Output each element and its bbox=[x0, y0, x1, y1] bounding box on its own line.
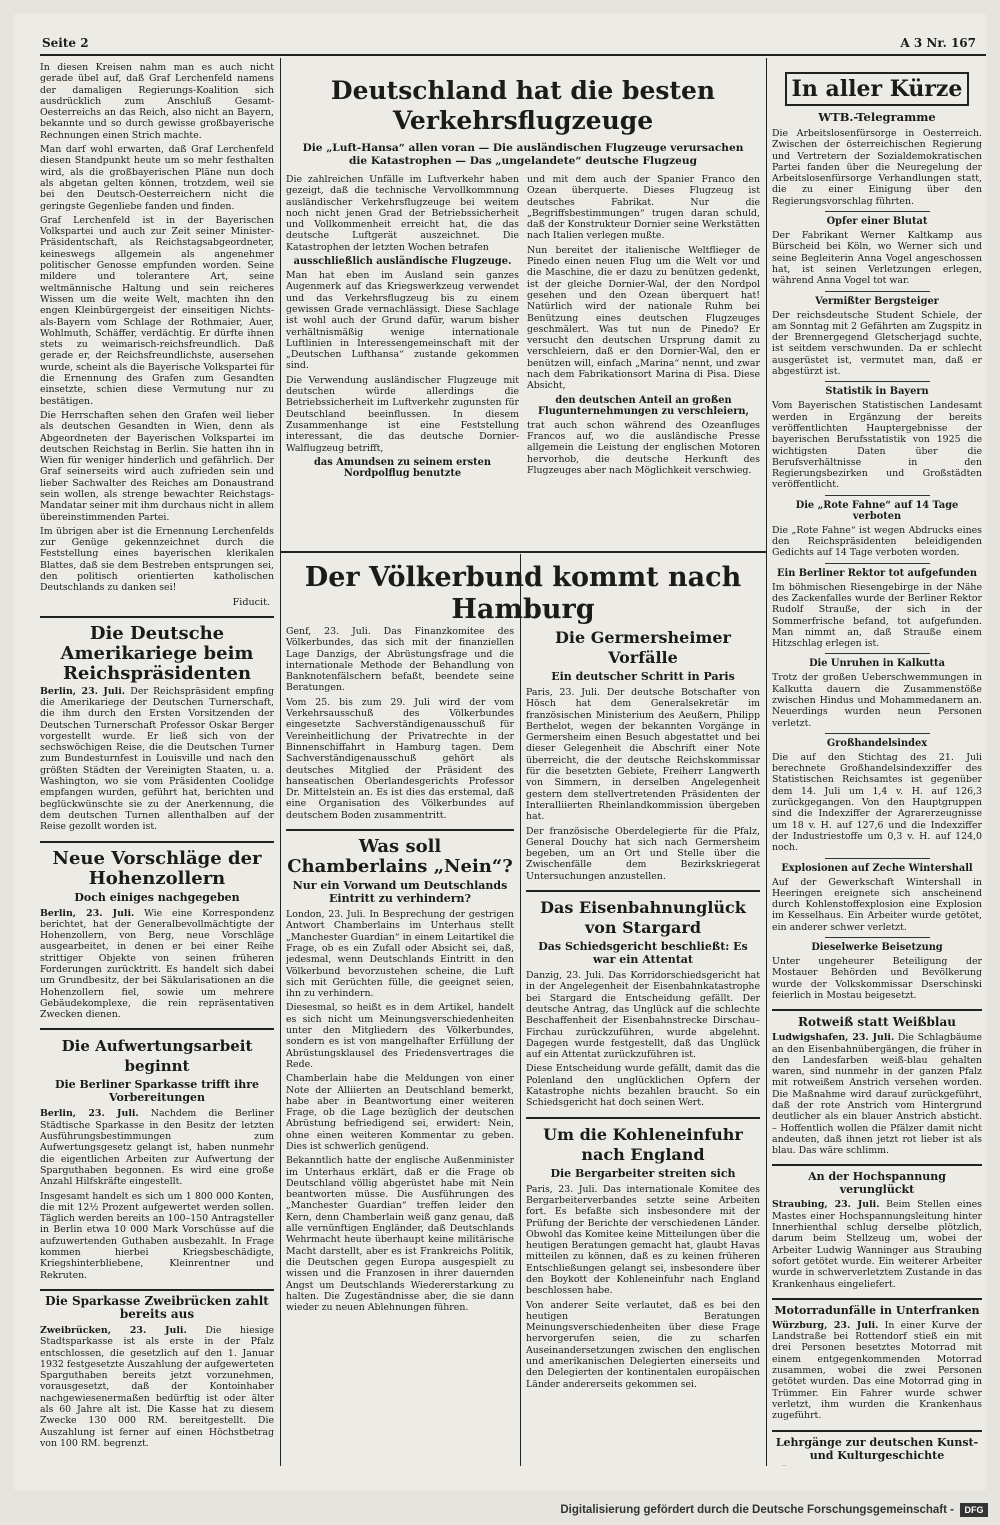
top-subheadline: Die „Luft-Hansa“ allen voran — Die ausländischen Flugzeuge verursachen die Katastrophen — Das „ungelandete“ deutsche Flugzeug bbox=[302, 142, 744, 167]
column-rule bbox=[766, 58, 767, 1466]
news-item-title: Vermißter Bergsteiger bbox=[815, 295, 939, 307]
divider bbox=[526, 890, 760, 892]
section-rule bbox=[280, 551, 766, 553]
news-item-text: Der Fabrikant Werner Kaltkamp aus Bürscheid bei Köln, wo Werner sich und seine Begleiterin Anna Vogel angeschossen hat, ist seinen Verletzungen erlegen, während Anna Vogel tot war. bbox=[772, 230, 982, 287]
dateline: Ludwigshafen, 23. Juli. bbox=[772, 1032, 895, 1044]
headline: Die Germersheimer Vorfälle bbox=[555, 628, 731, 667]
divider bbox=[825, 937, 930, 938]
in-aller-kuerze-box: In aller Kürze bbox=[785, 72, 969, 106]
header-rule bbox=[40, 54, 986, 56]
divider bbox=[825, 858, 930, 859]
news-item bbox=[772, 216, 982, 286]
news-item bbox=[772, 863, 982, 933]
top-article-left bbox=[286, 174, 519, 482]
divider bbox=[40, 841, 274, 843]
dfg-logo: DFG bbox=[960, 1503, 988, 1517]
headline: An der Hochspannung verunglückt bbox=[808, 1170, 946, 1197]
article-text: Die Verwendung ausländischer Flugzeuge mit deutschen würde allerdings die Betriebssicherheit im Luftverkehr zugunsten für Deutschland beeinflussen. In diesem Zusammenhange ist eine Feststellung interessant, die das deutsche Dornier-Walflugzeug betrifft, bbox=[286, 374, 519, 454]
article-text: Diese Entscheidung wurde gefällt, damit das die Polenland den unglücklichen Opfern der Katastrophe nichts bezahlen braucht. So ein Schiedsgericht hat doch seinen Wert. bbox=[526, 1063, 760, 1109]
article-text: Beim Stellen eines Mastes einer Hochspannungsleitung hinter Innerhienthal schlug derselbe plötzlich, darum beim Stellzeug um, wobei der Arbeiter Ludwig Wanninger aus Straubing sofort getötet wurde. Ein weiterer Arbeiter wurde in schwerverletztem Zustande in das Krankenhaus eingeliefert. bbox=[772, 1199, 982, 1290]
headline: Motorradunfälle in Unterfranken bbox=[774, 1303, 980, 1317]
digitization-footer bbox=[0, 1497, 1000, 1525]
article-text: Diesesmal, so heißt es in dem Artikel, handelt es sich nicht um Meinungsverschiedenheiten unter den Mitgliedern des Völkerbundes, sondern es ist von mangelhafter Erfüllung der Abrüstungsklausel des Friedensvertrages die Rede. bbox=[286, 1002, 514, 1070]
news-item bbox=[772, 296, 982, 378]
headline: Lehrgänge zur deutschen Kunst- und Kulturgeschichte bbox=[775, 1435, 979, 1462]
article-body bbox=[772, 1320, 982, 1422]
subheadline: Ein deutscher Schritt in Paris bbox=[551, 670, 735, 683]
divider bbox=[40, 1028, 274, 1030]
subheadline: Das Schiedsgericht beschließt: Es war ein Attentat bbox=[538, 940, 748, 967]
league-headline-block bbox=[286, 556, 760, 626]
article-text: Danzig, 23. Juli. Das Korridorschiedsgericht hat in der Angelegenheit der Eisenbahnkatastrophe bei Stargard die Entscheidung gefällt. Der deutsche Antrag, das Unglück auf die schlechte Beschaffenheit der Eisenbahnstrecke Dirschau–Firchau zurückzuführen, wurde abgelehnt. Dagegen wurde festgestellt, daß das Unglück auf ein Attentat zurückzuführen ist. bbox=[526, 970, 760, 1061]
news-item-text: Die „Rote Fahne“ ist wegen Abdrucks eines den Reichspräsidenten beleidigenden Gedichts auf 14 Tage verboten worden. bbox=[772, 524, 982, 559]
dateline: Berlin, 23. Juli. bbox=[40, 1108, 139, 1120]
wtb-heading: WTB.-Telegramme bbox=[818, 110, 936, 124]
article-text: Bekanntlich hatte der englische Außenminister im Unterhaus erklärt, daß er die Frage ob Deutschland völlig abgerüstet habe mit Nein beantworten müsse. Die Ausführungen des „Manchester Guardian“ treffen leider den Kern, denn Chamberlain weiß ganz genau, daß alle vernünftigen Engländer, daß Deutschlands Wehrmacht heute überhaupt keine militärische Macht darstellt, aber es ist Frankreichs Politik, die Deutschen gegen Europa ausgespielt zu wissen und die Franzosen in ihrer dauernden Angst um Deutschlands Wiedererstarkung zu halten. Die Zugeständnisse aber, die sie dann wieder zu neuen Ablehnungen führen. bbox=[286, 1155, 514, 1314]
intro-paragraph: Im übrigen aber ist die Ernennung Lerchenfelds zur Genüge gekennzeichnet durch die Feststellung eines bayerischen klerikalen Blattes, daß sie dem Bestreben entsprungen sei, den politisch orientierten katholischen Deutschlands zu danken sei! bbox=[40, 525, 274, 594]
dateline: Zweibrücken, 23. Juli. bbox=[40, 1324, 187, 1336]
divider bbox=[772, 1430, 982, 1432]
column-left bbox=[40, 62, 274, 1466]
emphasis-line: ausschließlich ausländische Flugzeuge. bbox=[293, 256, 512, 268]
subheadline: Die Bergarbeiter streiten sich bbox=[550, 1166, 736, 1180]
article-text: Vom 25. bis zum 29. Juli wird der vom Verkehrsausschuß des Völkerbundes eingesetzte Sachverständigenausschuß für Vereinheitlichung der Privatrechte in der Binnenschiffahrt in Hamburg tagen. Dem Sachverständigenausschuß gehört als deutsches Mitglied der Präsident des hanseatischen Oberlandesgerichts Professor Dr. Mittelstein an. Es ist dies das erstemal, daß eine Organisation des Völkerbundes auf deutschem Boden zusammentritt. bbox=[286, 696, 514, 821]
top-article bbox=[286, 62, 760, 548]
main-headline: Der Völkerbund kommt nach Hamburg bbox=[304, 562, 742, 625]
article-text: Nun bereitet der italienische Weltflieger de Pinedo einen neuen Flug um die Welt vor und die Maschine, die er dazu zu benützen gedenkt, ist der gleiche Dornier-Wal, der den Nordpol gesehen und den Ozean überquert hat! Natürlich wird der nationale Ruhm bei Benützung eines deutschen Flugzeuges geschmälert. Was tut nun de Pinedo? Er versucht den deutschen Ursprung damit zu verschleiern, daß er den Dornier-Wal, den er benützen will, einfach „Marina“ nennt, und zwar nach dem Fabrikationsort Marina di Pisa. Diese Absicht, bbox=[527, 244, 760, 392]
headline: Was soll Chamberlains „Nein“? bbox=[287, 836, 513, 878]
news-item bbox=[772, 500, 982, 559]
article-text: Der französische Oberdelegierte für die Pfalz, General Douchy hat sich nach Germersheim begeben, um an Ort und Stelle über die Zwischenfälle dem Bezirkskriegerat Untersuchungen anzustellen. bbox=[526, 825, 760, 882]
news-item-text: Im böhmischen Riesengebirge in der Nähe des Zackenfalles wurde der Berliner Rektor Rudolf Strauße, der sich in der Sommerfrische befand, tot aufgefunden. Man nimmt an, daß Strauße einem Hitzschlag erlegen ist. bbox=[772, 581, 982, 650]
news-item-text: Die auf den Stichtag des 21. Juli berechnete Großhandelsindexziffer des Statistischen Reichsamtes ist gegenüber dem 14. Juli um 1,4 v. H. auf 126,3 zurückgegangen. Von den Hauptgruppen sind die Indexziffer der Agrarerzeugnisse um 18 v. H. auf 127,6 und die Indexziffer der Industriestoffe um 0,3 v. H. auf 124,0 noch. bbox=[772, 751, 982, 854]
headline: Das Eisenbahnunglück von Stargard bbox=[540, 898, 746, 938]
news-item-title: Großhandelsindex bbox=[826, 737, 928, 749]
news-item bbox=[772, 568, 982, 650]
news-item-text: Unter ungeheurer Beteiligung der Mostauer Behörden und Bevölkerung wurde der Volkskommissar Dserschinski feierlich in Mostau beigesetzt. bbox=[772, 956, 982, 1001]
intro-paragraph: In diesen Kreisen nahm man es auch nicht gerade übel auf, daß Graf Lerchenfeld namens der damaligen Regierungs-Koalition sich ausdrücklich zum Anschluß Gesamt-Oesterreichs an das Reich, also nicht an Bayern, bekannte und so durch gewisse großbayerische Rechnungen einen Strich machte. bbox=[40, 62, 274, 141]
news-item bbox=[772, 128, 982, 207]
article-body bbox=[772, 1199, 982, 1289]
article-text: Paris, 23. Juli. Der deutsche Botschafter von Hösch hat dem Generalsekretär im französischen Ministerium des Aeußern, Philipp Berthelot, wegen der bekannten Vorgänge in Germersheim einen Besuch abgestattet und bei dieser Gelegenheit die Abschrift einer Note überreicht, die der deutsche Reichskommissar für die besetzten Gebiete, Freiherr Langwerth von Simmern, in derselben Angelegenheit gestern dem stellvertretenden Präsidenten der Interalliierten Rheinlandkommission übergeben hat. bbox=[526, 687, 760, 823]
divider bbox=[40, 616, 274, 618]
article-text: Man hat eben im Ausland sein ganzes Augenmerk auf das Kriegswerkzeug verwendet und das Verkehrsflugzeug bis zu einem gewissen Grade vernachlässigt. Diese Sachlage ist wohl auch der Grund dafür, warum bisher verhältnismäßig wenige internationale Luftlinien in Interessengemeinschaft mit der „Deutschen Lufthansa“ zustande gekommen sind. bbox=[286, 270, 519, 372]
top-article-right bbox=[527, 174, 760, 482]
article-text: Die hiesige Stadtsparkasse ist als erste in der Pfalz entschlossen, die gesetzlich auf den 1. Januar 1932 festgesetzte Auszahlung der aufgewerteten Sparguthaben bereits jetzt vorzunehmen, vorausgesetzt, daß der Kontoinhaber nachgewiesenermaßen bedürftig ist oder älter als 60 Jahre alt ist. Die Kasse hat zu diesem Zwecke 130 000 RM. bereitgestellt. Die Auszahlung ist ferner auf einen Höchstbetrag von 100 RM. begrenzt. bbox=[40, 1324, 274, 1449]
article-text: London, 23. Juli. In Besprechung der gestrigen Antwort Chamberlains im Unterhaus stellt „Manchester Guardian“ in einem Leitartikel die Frage, ob es ein Zufall oder Absicht sei, daß, jedesmal, wenn Deutschlands Eintritt in den Völkerbund bevorzustehen scheine, die Luft sich mit Gerüchten fülle, die geeignet seien, ihn zu verhindern. bbox=[286, 909, 514, 1000]
article-text: Der Reichspräsident empfing die Amerikariege der Deutschen Turnerschaft, die ihm durch den Ersten Vorsitzenden der Deutschen Turnerschaft Professor Oskar Berger vorgestellt wurde. Er ließ sich von der sechswöchigen Reise, die die Deutschen Turner zum Bundesturnfest in Louisville und nach den größten Städten der Vereinigten Staaten, u. a. Washington, wo sie vom Präsidenten Coolidge empfangen wurden, geführt hat, berichten und beglückwünschte sie zu der Anerkennung, die dem deutschen Turnen allenthalben auf der Reise gezollt worden ist. bbox=[40, 685, 274, 833]
dateline bbox=[772, 1465, 875, 1466]
subheadline: Die Berliner Sparkasse trifft ihre Vorbereitungen bbox=[54, 1078, 260, 1105]
article-text: Genf, 23. Juli. Das Finanzkomitee des Völkerbundes, das sich mit der finanziellen Lage Danzigs, der Abrüstungsfrage und die internationale Methode der Behandlung von Banknotenfälschern befaßt, beendete seine Beratungen. bbox=[286, 626, 514, 694]
article-text: und mit dem auch der Spanier Franco den Ozean überquerte. Dieses Flugzeug ist deutsches Fabrikat. Nur die „Begriffsbestimmungen“ trugen daran schuld, daß der Konstrukteur Dornier seine Werkstätten nach Italien verlegen mußte. bbox=[527, 174, 760, 242]
article-text: Nachdem die Berliner Städtische Sparkasse in den Besitz der letzten Ausführungsbestimmungen zum Aufwertungsgesetz gelangt ist, haben nunmehr die eigentlichen Arbeiten zur Aufwertung der Sparguthaben begonnen. Es wird eine große Anzahl Hilfskräfte eingestellt. bbox=[40, 1108, 274, 1188]
article-text: In einer Kurve der Landstraße bei Rottendorf stieß ein mit drei Personen besetztes Motorrad mit einem entgegenkommenden Motorrad zusammen, wobei die zwei Personen getötet wurden. Das eine Motorrad ging in Trümmer. Ein Fahrer wurde schwer verletzt, ihm wurden die Krankenhaus zugeführt. bbox=[772, 1319, 982, 1422]
article-body bbox=[40, 686, 274, 833]
article-text: Die Schlagbäume an den Eisenbahnübergängen, die früher in den Landesfarben weiß-blau gehalten waren, sind nunmehr in der ganzen Pfalz mit rotweißem Anstrich versehen worden. Die Maßnahme wird darauf zurückgeführt, daß der rote Anstrich vom Hintergrund deutlicher als ein blauer Anstrich absticht. – Hoffentlich wollen die Pfälzer damit nicht andeuten, daß ihnen jetzt rot lieber ist als blau. Das wäre schlimm. bbox=[772, 1032, 982, 1157]
news-item-text: Auf der Gewerkschaft Wintershall in Heeringen ereignete sich anscheinend durch Kohlenstoffexplosion eine Explosion im Kesselhaus. Ein Arbeiter wurde getötet, ein anderer schwer verletzt. bbox=[772, 876, 982, 933]
column-right bbox=[772, 62, 982, 1466]
divider bbox=[772, 1164, 982, 1166]
article-text: trat auch schon während des Ozeanfluges Francos auf, wo die ausländische Presse allgemein die Leistung der englischen Motoren hervorhob, die deutsche Herkunft des Flugzeuges aber nach Möglichkeit verschwieg. bbox=[527, 419, 760, 476]
intro-paragraph: Man darf wohl erwarten, daß Graf Lerchenfeld diesen Standpunkt heute um so mehr festhalten wird, als die großbayerischen Pläne nun doch als abgetan gelten können, trotzdem, weil sie bei den Deutsch-Oesterreichern nicht die geringste Gegenliebe fanden und finden. bbox=[40, 144, 274, 212]
article-body bbox=[40, 1325, 274, 1449]
news-item-title: Opfer einer Blutat bbox=[826, 216, 928, 228]
divider bbox=[825, 291, 930, 292]
funding-credit: Digitalisierung gefördert durch die Deutsche Forschungsgemeinschaft - bbox=[560, 1504, 954, 1516]
top-headline: Deutschland hat die besten Verkehrsflugzeuge bbox=[330, 76, 716, 135]
article-body bbox=[772, 1032, 982, 1156]
article-body bbox=[40, 1108, 274, 1187]
divider bbox=[825, 381, 930, 382]
headline: Die Aufwertungsarbeit beginnt bbox=[61, 1037, 253, 1076]
news-item bbox=[772, 386, 982, 490]
news-item-text: Trotz der großen Ueberschwemmungen in Kalkutta dauern die Zusammenstöße zwischen Hindus und Mohammedanern an. Neuerdings wurden neun Personen verletzt. bbox=[772, 672, 982, 729]
news-item-title: Die „Rote Fahne“ auf 14 Tage verboten bbox=[795, 499, 959, 522]
divider bbox=[825, 563, 930, 564]
emphasis-line: den deutschen Anteil an großen Flugunternehmungen zu verschleiern, bbox=[538, 394, 749, 417]
subheadline: Nur ein Vorwand um Deutschlands Eintritt zu verhindern? bbox=[292, 879, 508, 906]
divider bbox=[526, 1117, 760, 1119]
issue-number: A 3 Nr. 167 bbox=[900, 36, 976, 50]
page-number: Seite 2 bbox=[42, 36, 89, 50]
divider bbox=[825, 653, 930, 654]
dateline: Würzburg, 23. Juli. bbox=[772, 1319, 879, 1331]
news-item-text: Vom Bayerischen Statistischen Landesamt werden in Ergänzung der bereits veröffentlichten Hauptergebnisse der bayerischen Berufsstatistik von 1925 die wichtigsten Daten über die Berufsverhältnisse in den Regierungsbezirken und Großstädten veröffentlicht. bbox=[772, 400, 982, 491]
news-item-title: Dieselwerke Beisetzung bbox=[811, 942, 943, 954]
article-text: Von anderer Seite verlautet, daß es bei den heutigen Beratungen Meinungsverschiedenheiten über diese Frage hervorgerufen seien, die zu scharfen Auseinandersetzungen zwischen den englischen und amerikanischen Delegierten einerseits und den Delegierten der kontinentalen europäischen Länder andererseits gekommen sei. bbox=[526, 1299, 760, 1390]
article-text: Paris, 23. Juli. Das internationale Komitee des Bergarbeiterverbandes setzte seine Arbeiten fort. Es befaßte sich insbesondere mit der Prüfung der Berichte der verschiedenen Länder. Obwohl das Komitee keine Mitteilungen über die heutigen Beratungen gemacht hat, glaubt Havas mitteilen zu können, daß es zu keinen früheren Entschließungen gelangt sei, insbesondere über den Boykott der Kohleneinfuhr nach England beschlossen habe. bbox=[526, 1183, 760, 1297]
divider bbox=[772, 1298, 982, 1300]
column-rule bbox=[520, 554, 521, 1466]
column-rule bbox=[280, 58, 281, 1466]
column-center-right bbox=[526, 626, 760, 1466]
newspaper-page bbox=[14, 14, 986, 1490]
divider bbox=[825, 733, 930, 734]
intro-paragraph: Graf Lerchenfeld ist in der Bayerischen Volkspartei und auch zur Zeit seiner Minister-Präsidentschaft, als Reichstagsabgeordneter, keineswegs allgemein als angenehmer politischer Genosse empfunden worden. Seine mildere und tolerantere Art, seine weltmännische Haltung und sein reicheres Wissen um die weite Welt, machten ihn den engen Kleinbürgergeist der einseitigen Nichts-als-Bayern vom Schlage der Rothmaier, Auer, Wohlmuth, Schäffer, verdächtig. Er dürfte ihnen stets zu weimarisch-reichsfreundlich. Daß gerade er, der Reichsfreundlichste, ausersehen wurde, scheint als die Bayerische Volkspartei für die Ernennung des Grafen zum Gesandten einsetzte, schien diese Vermutung nur zu bestätigen. bbox=[40, 214, 274, 407]
article-text: Die zahlreichen Unfälle im Luftverkehr haben gezeigt, daß die technische Vervollkommnung ausländischer Verkehrsflugzeuge bei weitem noch nicht jenen Grad der Betriebssicherheit und Vollkommenheit erreicht hat, die das deutsche Luftgerät auszeichnet. Die Katastrophen der letzten Wochen betrafen bbox=[286, 174, 519, 253]
article-body: Insgesamt handelt es sich um 1 800 000 Konten, die mit 12½ Prozent aufgewertet werden sollen. Täglich werden bereits an 100–150 Antragsteller in Berlin etwa 10 000 Mark Vorschüsse auf die aufzuwertenden Guthaben ausbezahlt. In Frage kommen hierbei Kriegsbeschädigte, Kriegshinterbliebene, Kleinrentner und Rekruten. bbox=[40, 1190, 274, 1281]
headline: Um die Kohleneinfuhr nach England bbox=[543, 1124, 743, 1164]
article-text: Chamberlain habe die Meldungen von einer Note der Alliierten an Deutschland bemerkt, habe aber in Beantwortung einer weiteren Frage, ob die Lage bezüglich der deutschen Abrüstung befriedigend sei, erwidert: Nein, ohne einen weiteren Kommentar zu geben. Dies ist schwerlich genügend. bbox=[286, 1073, 514, 1152]
headline: Die Sparkasse Zweibrücken zahlt bereits aus bbox=[45, 1293, 269, 1321]
news-item bbox=[772, 942, 982, 1001]
headline: Die Deutsche Amerikariege beim Reichspräsidenten bbox=[60, 622, 254, 684]
news-item-text: Die Arbeitslosenfürsorge in Oesterreich. Zwischen der österreichischen Regierung und Vertretern der Sozialdemokratischen Partei fanden über die Neuregelung der Arbeitslosenfürsorge Verhandlungen statt, die zu einer Einigung über den Regierungsvorschlag führten. bbox=[772, 128, 982, 207]
column-center-left bbox=[286, 626, 514, 1466]
divider bbox=[286, 829, 514, 831]
subheadline: Doch einiges nachgegeben bbox=[74, 890, 240, 904]
news-item-title: Statistik in Bayern bbox=[825, 386, 929, 398]
divider bbox=[825, 495, 930, 496]
intro-paragraph: Die Herrschaften sehen den Grafen weil lieber als deutschen Gesandten in Wien, denn als Abgeordneten der Bayerischen Volkspartei im deutschen Reichstag in Berlin. Sie hatten ihn in Wien für weniger hinderlich und gefährlich. Der Graf seinerseits wird auch zufrieden sein und lieber Sachwalter des Reiches am Donaustrand sein wollen, als strenge bewachter Reichstags-Mandatar seiner mit ihm durchaus nicht in allem übereinstimmenden Partei. bbox=[40, 409, 274, 523]
article-body bbox=[40, 908, 274, 1021]
emphasis-line: das Amundsen zu seinem ersten Nordpolflug benutzte bbox=[314, 456, 491, 479]
news-item bbox=[772, 738, 982, 854]
dateline: Berlin, 23. Juli. bbox=[40, 685, 126, 697]
article-text: Wie eine Korrespondenz berichtet, hat der Generalbevollmächtigte der Hohenzollern, von Berg, neue Vorschläge ausgearbeitet, in denen er bei einer Reihe strittiger Objekte von seinen früheren Forderungen zurücktritt. Es handelt sich dabei um Grundbesitz, der bei Säkularisationen an die Hohenzollern fiel, sowie um mehrere Gebäudekomplexe, die rein repräsentativen Zwecken dienen. bbox=[40, 907, 274, 1021]
dateline: Straubing, 23. Juli. bbox=[772, 1199, 880, 1211]
dateline: Berlin, 23. Juli. bbox=[40, 907, 135, 919]
divider bbox=[772, 1009, 982, 1011]
signature: Fiducit. bbox=[232, 596, 270, 608]
headline: Rotweiß statt Weißblau bbox=[798, 1015, 956, 1030]
news-item bbox=[772, 658, 982, 728]
news-item-text: Der reichsdeutsche Student Schiele, der am Sonntag mit 2 Gefährten am Zugspitz in der Brennergegend Gletscherjagd suchte, ist seitdem verschwunden. Da er schlecht ausgerüstet ist, vermutet man, daß er abgestürzt ist. bbox=[772, 309, 982, 378]
divider bbox=[825, 211, 930, 212]
headline: Neue Vorschläge der Hohenzollern bbox=[52, 847, 262, 889]
news-item-title: Die Unruhen in Kalkutta bbox=[809, 658, 945, 670]
news-item-title: Ein Berliner Rektor tot aufgefunden bbox=[777, 567, 977, 579]
article-body bbox=[772, 1465, 982, 1466]
news-item-title: Explosionen auf Zeche Wintershall bbox=[781, 862, 973, 874]
divider bbox=[40, 1289, 274, 1291]
